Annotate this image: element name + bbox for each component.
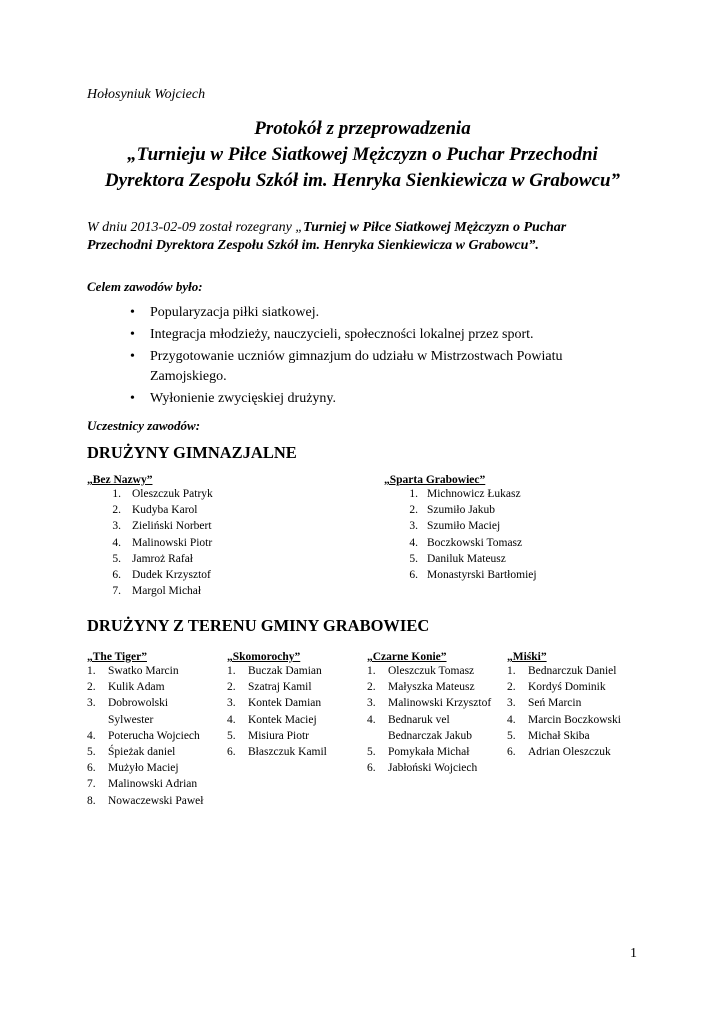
player-name: Nowaczewski Paweł — [108, 794, 204, 807]
goal-text: Wyłonienie zwycięskiej drużyny. — [150, 391, 337, 406]
player-name: Mużyło Maciej — [108, 762, 179, 775]
player-name: Bednarczak Jakub — [388, 729, 472, 742]
section-heading-gym: DRUŻYNY GIMNAZJALNE — [87, 443, 297, 462]
goal-text: Przygotowanie uczniów gimnazjum do udziału w Mistrzostwach Powiatu Zamojskiego. — [150, 349, 563, 384]
player-name: Malinowski Adrian — [108, 778, 198, 791]
bullet-icon: • — [130, 391, 135, 406]
team-miski: „Miśki” 1. Bednarczuk Daniel 2. Kordyś Dominik 3. Seń Marcin 4. Marcin Boczkowski 5. Michał Skiba 6. Adrian Oleszczuk — [507, 651, 657, 760]
player-name: Bednarczuk Daniel — [528, 665, 617, 677]
player-name: Śpieżak daniel — [108, 746, 176, 759]
team-name: „Sparta Grabowiec” — [384, 474, 486, 486]
player-name: Jamroż Rafał — [132, 552, 193, 565]
player-name: Seń Marcin — [528, 697, 582, 710]
team-bez-nazwy: „Bez Nazwy” 1. Oleszczuk Patryk 2. Kudyba Karol 3. Zieliński Norbert 4. Malinowski Piotr 5. Jamroż Rafał 6. Dudek Krzysztof 7. Margol Michał — [87, 474, 337, 599]
player-name: Szatraj Kamil — [248, 681, 312, 694]
goal-item — [128, 303, 668, 323]
player-name: Małyszka Mateusz — [388, 681, 475, 694]
player-name: Oleszczuk Patryk — [132, 488, 213, 500]
player-name: Margol Michał — [132, 585, 202, 598]
player-name: Malinowski Krzysztof — [388, 697, 492, 710]
player-name: Szumiło Maciej — [427, 520, 501, 533]
player-name: Misiura Piotr — [248, 729, 310, 742]
player-name: Buczak Damian — [248, 665, 322, 677]
player-name: Kontek Damian — [248, 697, 322, 710]
author-name: Hołosyniuk Wojciech — [87, 87, 206, 102]
player-name: Poterucha Wojciech — [108, 729, 200, 742]
intro-event-name-2: Przechodni Dyrektora Zespołu Szkół im. Henryka Sienkiewicza w Grabowcu”. — [87, 238, 539, 253]
goal-text: Integracja młodzieży, nauczycieli, społeczności lokalnej przez sport. — [150, 327, 534, 342]
intro-prefix: W dniu 2013-02-09 został rozegrany „ — [87, 220, 304, 235]
page-number: 1 — [630, 946, 637, 961]
player-name: Monastyrski Bartłomiej — [427, 569, 537, 582]
player-name: Daniluk Mateusz — [427, 552, 506, 565]
team-sparta-grabowiec: „Sparta Grabowiec” 1. Michnowicz Łukasz 2. Szumiło Jakub 3. Szumiło Maciej 4. Boczkowski Tomasz 5. Daniluk Mateusz 6. Monastyrski Bartłomiej — [384, 474, 644, 583]
player-name: Zieliński Norbert — [132, 520, 212, 533]
bullet-icon: • — [130, 305, 135, 320]
player-name: Kordyś Dominik — [528, 681, 606, 694]
title-line-1: Protokół z przeprowadzenia — [254, 118, 471, 139]
team-name: „Skomorochy” — [227, 651, 301, 663]
team-skomorochy: „Skomorochy” 1. Buczak Damian 2. Szatraj Kamil 3. Kontek Damian 4. Kontek Maciej 5. Misiura Piotr 6. Błaszczuk Kamil — [227, 651, 367, 760]
title-line-2: „Turnieju w Piłce Siatkowej Mężczyzn o Puchar Przechodni — [127, 144, 598, 165]
team-name: „Bez Nazwy” — [87, 474, 153, 486]
section-heading-gmina: DRUŻYNY Z TERENU GMINY GRABOWIEC — [87, 616, 430, 635]
player-name: Kudyba Karol — [132, 504, 198, 517]
goal-item — [128, 347, 590, 387]
intro-event-name-1: Turniej w Piłce Siatkowej Mężczyzn o Puchar — [303, 220, 567, 235]
team-name: „Czarne Konie” — [367, 651, 447, 663]
team-name: „Miśki” — [507, 651, 547, 663]
title-line-3: Dyrektora Zespołu Szkół im. Henryka Sienkiewicza w Grabowcu” — [104, 170, 621, 191]
player-name: Błaszczuk Kamil — [248, 746, 327, 759]
player-name: Bednaruk vel — [388, 713, 450, 726]
player-name: Kontek Maciej — [248, 713, 317, 726]
bullet-icon: • — [130, 349, 135, 364]
player-name: Szumiło Jakub — [427, 504, 496, 517]
goal-text: Popularyzacja piłki siatkowej. — [150, 305, 320, 320]
player-name: Michał Skiba — [528, 729, 590, 742]
bullet-icon: • — [130, 327, 135, 342]
player-name: Adrian Oleszczuk — [528, 746, 611, 759]
player-name: Jabłoński Wojciech — [388, 762, 478, 775]
team-czarne-konie: „Czarne Konie” 1. Oleszczuk Tomasz 2. Małyszka Mateusz 3. Malinowski Krzysztof 4. Bednaruk vel Bednarczak Jakub 5. Pomykała Michał 6. Jabłoński Wojciech — [367, 651, 507, 776]
player-name: Kulik Adam — [108, 681, 165, 694]
player-name: Boczkowski Tomasz — [427, 536, 523, 549]
player-name: Swatko Marcin — [108, 665, 179, 677]
team-the-tiger: „The Tiger” 1. Swatko Marcin 2. Kulik Adam 3. Dobrowolski Sylwester 4. Poterucha Wojciech 5. Śpieżak daniel 6. Mużyło Maciej 7. Malinowski Adrian 8. Nowaczewski Paweł — [87, 651, 227, 809]
player-name: Marcin Boczkowski — [528, 713, 621, 726]
player-name: Dudek Krzysztof — [132, 569, 211, 582]
goal-item — [128, 389, 668, 409]
goal-item — [128, 325, 668, 345]
document-title — [60, 116, 665, 194]
player-name: Oleszczuk Tomasz — [388, 665, 475, 677]
player-name: Michnowicz Łukasz — [427, 488, 521, 500]
goals-list — [128, 303, 668, 409]
player-name: Malinowski Piotr — [132, 536, 213, 549]
team-name: „The Tiger” — [87, 651, 147, 663]
participants-label: Uczestnicy zawodów: — [87, 418, 201, 433]
player-name: Pomykała Michał — [388, 746, 470, 759]
intro-paragraph — [87, 219, 647, 255]
goals-label: Celem zawodów było: — [87, 279, 203, 294]
player-name: Sylwester — [108, 713, 154, 726]
player-name: Dobrowolski — [108, 697, 169, 710]
